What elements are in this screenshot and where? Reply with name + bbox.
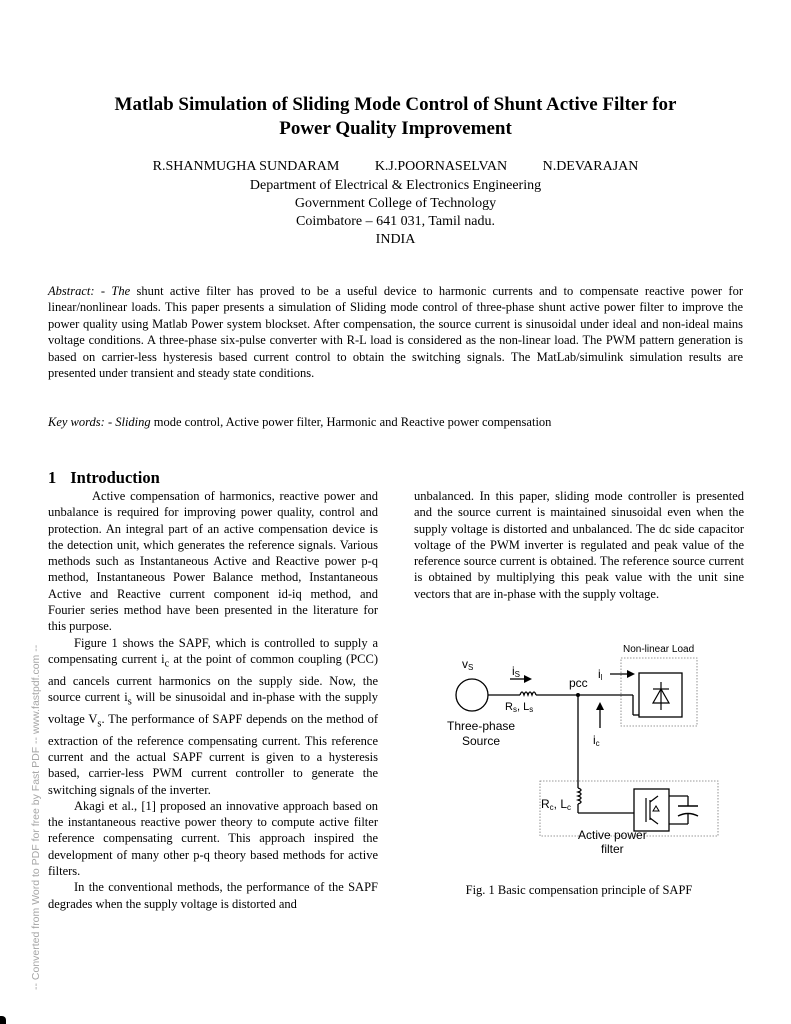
title-line-1: Matlab Simulation of Sliding Mode Control of Shunt Active Filter for	[114, 94, 677, 115]
keywords-text: mode control, Active power filter, Harmonic and Reactive power compensation	[150, 415, 552, 429]
intro-paragraph-5: unbalanced. In this paper, sliding mode controller is presented and the source current is maintained sinusoidal even when the supply voltage is distorted and unbalanced. The dc side capacitor voltage of the PWM inverter is regulated and peak value of the reference source current is obtained. The reference source current is obtained by multiplying this peak value with the unit sine vectors that are in-phase with the supply voltage.	[414, 489, 744, 601]
igbt-diode	[653, 806, 659, 811]
il-arrowhead	[627, 670, 635, 678]
sapf-circuit-diagram	[440, 638, 740, 863]
source-label-1: Three-phase	[447, 719, 516, 733]
left-column	[48, 488, 378, 912]
abstract-text: shunt active filter has proved to be a useful device to harmonic currents and to compensate reactive power for linear/nonlinear loads. This paper presents a simulation of Sliding mode control of three-phase shunt active power filter to improve the power quality using Matlab Power system blockset. After compensation, the source current is sinusoidal under ideal and non-ideal mains voltage conditions. A three-phase six-pulse converter with R-L load is considered as the non-linear load. The PWM pattern generation is based on carrier-less hysteresis based current control to obtain the switching signals. The MatLab/simulink simulation results are presented under transient and steady state conditions.	[48, 284, 743, 381]
intro-paragraph-2	[48, 635, 378, 798]
affiliation-department: Department of Electrical & Electronics Engineering	[249, 178, 542, 193]
right-column	[414, 488, 744, 602]
active-filter-label-2: filter	[601, 842, 624, 856]
author-1: R.SHANMUGHA SUNDARAM	[152, 159, 340, 174]
author-3: N.DEVARAJAN	[542, 159, 639, 174]
section-title: Introduction	[70, 468, 160, 487]
source-inductor	[520, 692, 536, 695]
abstract	[48, 283, 743, 381]
nonlinear-load-label: Non-linear Load	[623, 644, 695, 655]
rc-lc-label: Rc, Lc	[541, 797, 572, 812]
pcc-label: pcc	[569, 676, 588, 690]
intro-paragraph-3: Akagi et al., [1] proposed an innovative approach based on the instantaneous reactive power theory to compute active filter reference compensating current. This approach inspired the development of many other p-q theory based methods for active filters.	[48, 798, 378, 879]
filter-inductor	[578, 788, 581, 804]
figure-caption: Fig. 1 Basic compensation principle of SAPF	[465, 883, 693, 897]
igbt-emitter	[650, 818, 658, 824]
paper-title	[60, 93, 731, 141]
active-filter-label-1: Active power	[578, 828, 647, 842]
rs-ls-label: Rs, Ls	[505, 701, 534, 714]
ic-arrowhead	[596, 702, 604, 710]
section-number: 1	[48, 468, 57, 487]
p2-sub-c: c	[164, 658, 170, 670]
source-label-2: Source	[462, 734, 501, 748]
il-label: il	[598, 667, 603, 682]
affiliation-country: INDIA	[375, 232, 416, 247]
author-list	[0, 158, 791, 176]
corner-mark	[0, 1016, 6, 1024]
section-heading-introduction	[48, 468, 160, 488]
title-line-2: Power Quality Improvement	[279, 118, 512, 139]
is-label: iS	[512, 664, 521, 679]
p2-part-b: at the point of common coupling (PCC) and cancels current harmonics on the supply side. Now, the source current i	[48, 651, 379, 705]
igbt-collector	[650, 796, 658, 802]
inverter-box	[634, 789, 669, 831]
intro-paragraph-4: In the conventional methods, the performance of the SAPF degrades when the supply voltage is distorted and	[48, 880, 378, 911]
keywords-lead: Key words: - Sliding	[48, 415, 151, 429]
p2-part-c: will be sinusoidal and in-phase with the supply voltage V	[48, 690, 378, 726]
abstract-lead: Abstract: - The	[48, 284, 131, 298]
p2-sub-s2: s	[97, 718, 102, 730]
p2-part-d: . The performance of SAPF depends on the method of extraction of the reference compensating current. This reference current and the actual SAPF current is given to a hysteresis based, carrier-less PWM current controller to generate the switching signals of the inverter.	[48, 711, 379, 797]
affiliation-college: Government College of Technology	[294, 196, 497, 211]
ic-label: ic	[593, 733, 600, 748]
keywords	[48, 414, 743, 430]
converter-watermark: -- Converted from Word to PDF for free by Fast PDF -- www.fastpdf.com --	[30, 644, 42, 990]
source-circle	[456, 679, 488, 711]
affiliation-city: Coimbatore – 641 031, Tamil nadu.	[295, 214, 495, 229]
author-2: K.J.POORNASELVAN	[374, 159, 508, 174]
vs-label: vS	[462, 657, 474, 672]
affiliation	[0, 177, 791, 249]
p2-sub-s: s	[127, 696, 132, 708]
p2-part-a: Figure 1 shows the SAPF, which is controlled to supply a compensating current i	[48, 635, 378, 666]
is-arrowhead	[524, 675, 532, 683]
intro-paragraph-1: Active compensation of harmonics, reactive power and unbalance is required for improving power quality, control and protection. An integral part of an active compensation device is the detection unit, which generates the reference signals. Various methods such as Instantaneous Active and Reactive power p-q method, Instantaneous Power Balance method, Instantaneous Active and Reactive current component id-iq method, and Fourier series method have been presented in the literature for this purpose.	[48, 489, 378, 634]
